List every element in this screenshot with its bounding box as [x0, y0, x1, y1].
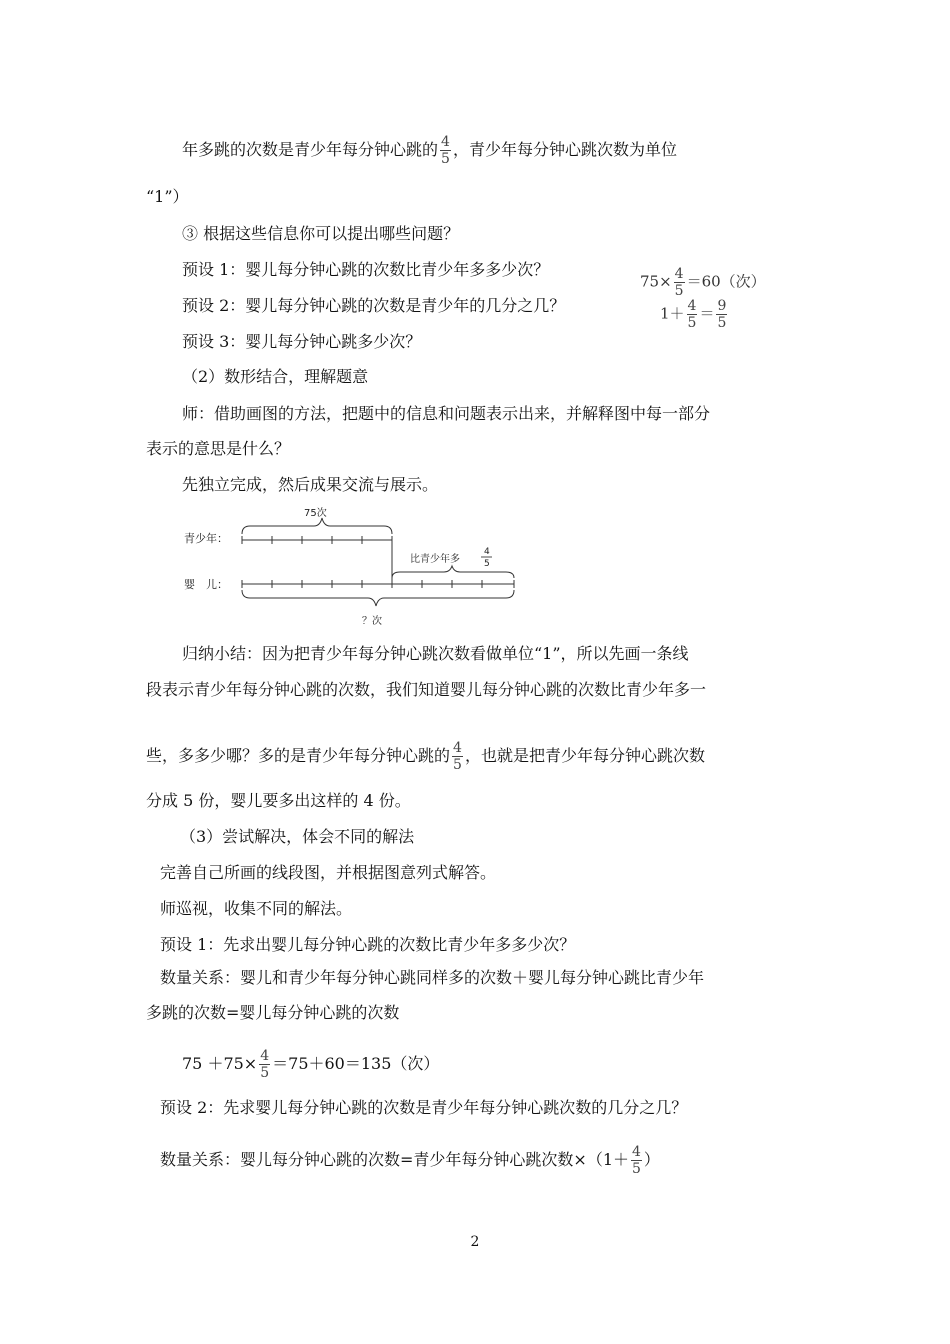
fraction — [631, 1144, 642, 1177]
fraction-denominator: 5 — [687, 315, 697, 331]
text-segment: 年多跳的次数是青少年每分钟心跳的 — [182, 140, 439, 159]
text-segment: ，也就是把青少年每分钟心跳次数 — [464, 746, 705, 765]
page-number: 2 — [470, 1234, 480, 1250]
text-line: 分成 5 份，婴儿要多出这样的 4 份。 — [146, 791, 411, 810]
side-calc-text: ＝ — [699, 304, 715, 323]
text-line: 多跳的次数=婴儿每分钟心跳的次数 — [146, 1003, 400, 1022]
text-line: 预设 1：先求出婴儿每分钟心跳的次数比青少年多多少次？ — [160, 935, 576, 954]
text-line: 预设 2：先求婴儿每分钟心跳的次数是青少年每分钟心跳次数的几分之几？ — [160, 1098, 688, 1117]
top-brace — [242, 518, 392, 534]
fraction-numerator: 4 — [632, 1144, 641, 1160]
fraction-denominator: 5 — [717, 315, 727, 331]
text-line: 先独立完成，然后成果交流与展示。 — [182, 475, 439, 494]
text-line — [182, 134, 677, 167]
diagram-more-label: 比青少年多 — [410, 554, 460, 565]
text-line: 预设 1：婴儿每分钟心跳的次数比青少年多多少次？ — [182, 260, 550, 279]
bottom-brace — [242, 590, 514, 606]
fraction-numerator: 4 — [674, 266, 684, 282]
text-segment: ） — [643, 1150, 660, 1169]
text-line: 完善自己所画的线段图，并根据图意列式解答。 — [160, 863, 497, 882]
text-line: 段表示青少年每分钟心跳的次数，我们知道婴儿每分钟心跳的次数比青少年多一 — [146, 680, 707, 699]
fraction — [716, 298, 727, 331]
text-line: ③ 根据这些信息你可以提出哪些问题？ — [182, 224, 460, 243]
fraction-numerator: 9 — [717, 298, 727, 314]
text-line: 师巡视，收集不同的解法。 — [160, 899, 353, 918]
diagram-frac-den: 5 — [484, 559, 490, 569]
fraction-denominator: 5 — [632, 1161, 641, 1177]
text-line: 表示的意思是什么？ — [146, 439, 291, 458]
fraction-numerator: 4 — [260, 1048, 270, 1064]
text-line: 归纳小结：因为把青少年每分钟心跳次数看做单位“1”，所以先画一条线 — [182, 644, 689, 663]
text-segment: ＝75＋60＝135（次） — [272, 1054, 440, 1073]
side-calc-1 — [640, 266, 766, 299]
text-line: 预设 3：婴儿每分钟心跳多少次？ — [182, 332, 422, 351]
diagram-top-label: 75次 — [304, 508, 327, 519]
fraction-numerator: 4 — [687, 298, 697, 314]
more-brace — [392, 566, 514, 578]
side-calc-2 — [660, 298, 729, 331]
text-line: 师：借助画图的方法，把题中的信息和问题表示出来，并解释图中每一部分 — [182, 404, 711, 423]
text-line: （3）尝试解决，体会不同的解法 — [180, 827, 415, 846]
fraction — [687, 298, 698, 331]
diagram-bottom-label: ？次 — [362, 616, 382, 627]
text-line: 预设 2：婴儿每分钟心跳的次数是青少年的几分之几？ — [182, 296, 566, 315]
diagram-teen-label: 青少年： — [184, 532, 228, 545]
fraction — [259, 1048, 270, 1081]
diagram-frac-num: 4 — [484, 547, 490, 557]
text-segment: ，青少年每分钟心跳次数为单位 — [452, 140, 677, 159]
side-calc-text: 1＋ — [660, 304, 685, 323]
text-segment: 数量关系：婴儿每分钟心跳的次数=青少年每分钟心跳次数×（1＋ — [160, 1150, 629, 1169]
text-line: （2）数形结合，理解题意 — [182, 367, 369, 386]
side-calc-text: ＝60（次） — [686, 272, 766, 291]
fraction-denominator: 5 — [674, 283, 684, 299]
text-line: 数量关系：婴儿和青少年每分钟心跳同样多的次数＋婴儿每分钟心跳比青少年 — [160, 968, 705, 987]
equation-line — [182, 1048, 439, 1081]
fraction-numerator: 4 — [453, 740, 462, 756]
fraction — [452, 740, 463, 773]
fraction — [674, 266, 685, 299]
segment-diagram — [176, 502, 526, 632]
fraction-denominator: 5 — [441, 151, 450, 167]
text-line: “1”） — [146, 187, 189, 206]
fraction — [440, 134, 451, 167]
text-segment: 75 ＋75× — [182, 1054, 258, 1073]
text-segment: 些，多多少哪？多的是青少年每分钟心跳的 — [146, 746, 451, 765]
diagram-baby-label: 婴 儿： — [184, 578, 228, 591]
fraction-denominator: 5 — [453, 757, 462, 773]
text-line — [146, 740, 705, 773]
fraction-denominator: 5 — [260, 1065, 270, 1081]
side-calc-text: 75× — [640, 272, 672, 291]
fraction-numerator: 4 — [441, 134, 450, 150]
text-line — [160, 1144, 660, 1177]
